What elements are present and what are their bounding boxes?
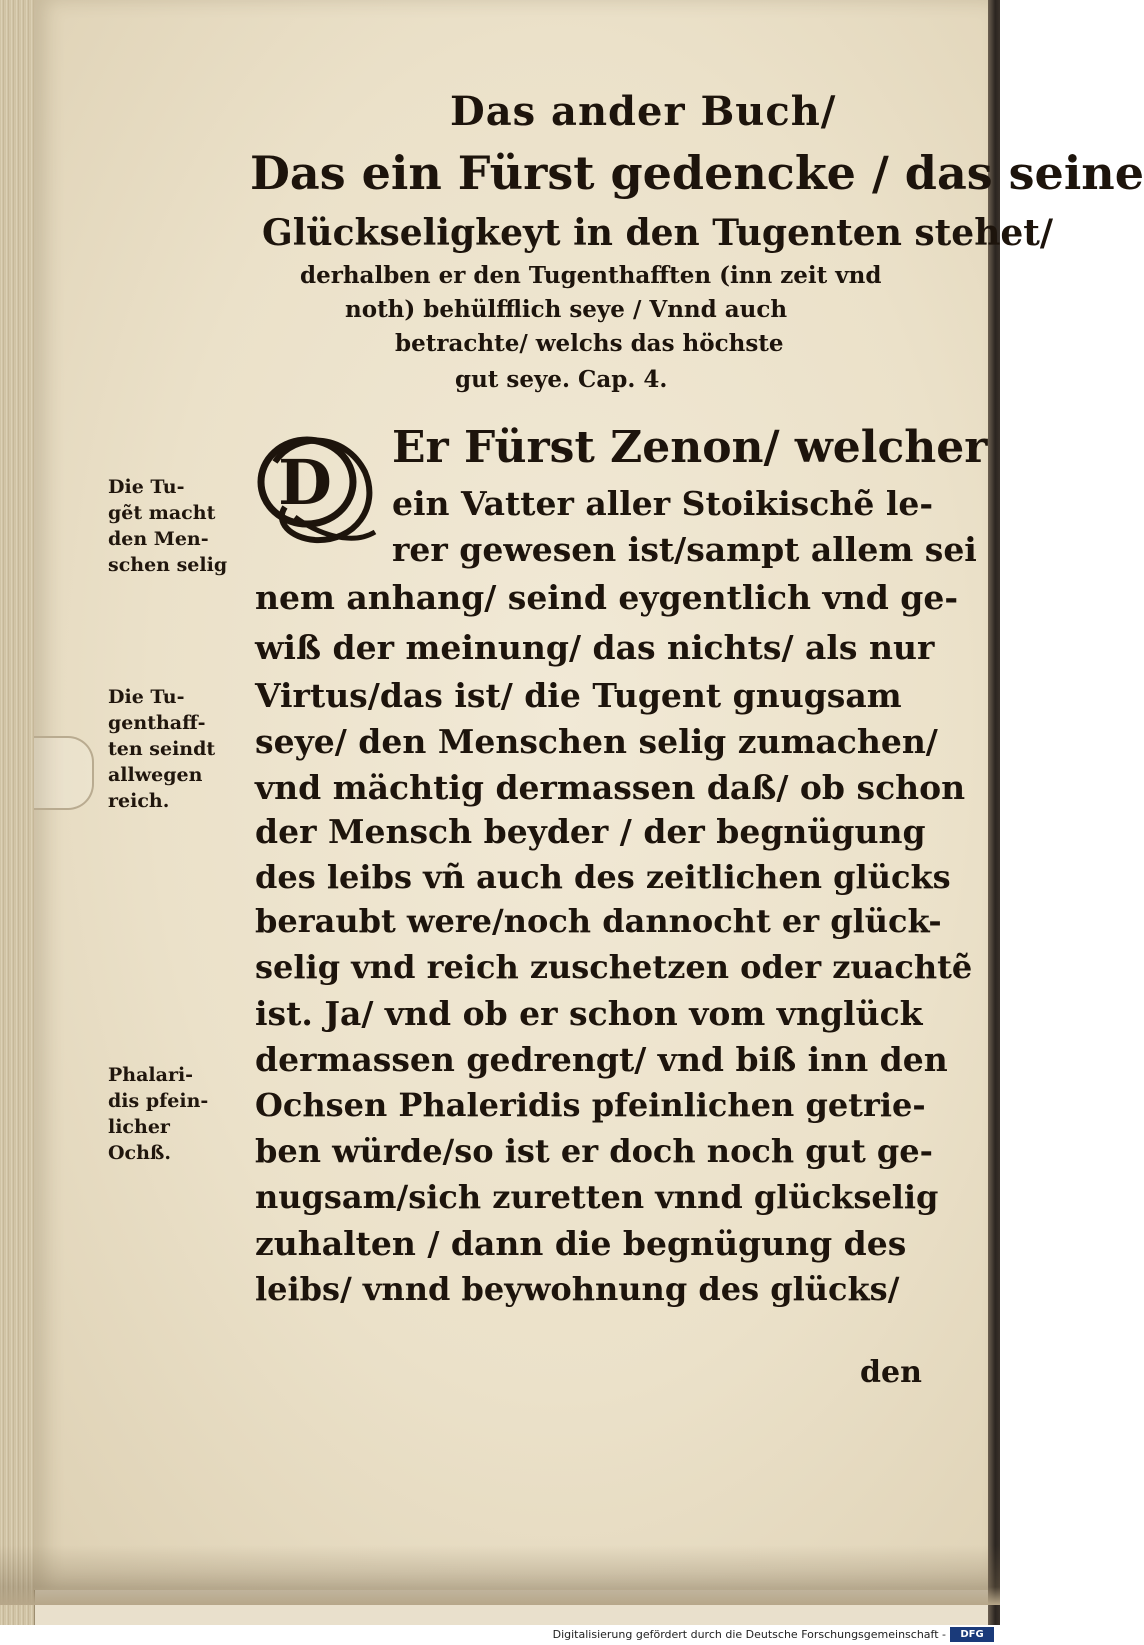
body-line-15: Ochsen Phaleridis pfeinlichen getrie- (255, 1086, 926, 1124)
body-line-4: nem anhang/ seind eygentlich vnd ge- (255, 578, 959, 617)
catchword: den (860, 1355, 922, 1390)
body-line-3: rer gewesen ist/sampt allem sei (392, 530, 977, 569)
book-page-edges (0, 0, 35, 1625)
body-line-10: des leibs vñ auch des zeitlichen glücks (255, 858, 951, 896)
body-line-12: selig vnd reich zuschetzen oder zuachtẽ (255, 948, 973, 986)
body-line-16: ben würde/so ist er doch noch gut ge- (255, 1132, 933, 1170)
drop-cap-letter: D (278, 446, 332, 519)
body-line-7: seye/ den Menschen selig zumachen/ (255, 722, 938, 761)
chapter-heading-line-6: gut seye. Cap. 4. (455, 366, 668, 393)
running-head: Das ander Buch/ (450, 88, 837, 135)
body-line-9: der Mensch beyder / der begnügung (255, 812, 926, 851)
body-line-6: Virtus/das ist/ die Tugent gnugsam (255, 676, 902, 715)
marginal-note-3: Phalari- dis pfein- licher Ochß. (108, 1064, 209, 1164)
digitization-footer (0, 1625, 1000, 1645)
drop-cap-initial (255, 422, 383, 554)
body-line-2: ein Vatter aller Stoikischẽ le- (392, 484, 934, 523)
body-line-17: nugsam/sich zuretten vnnd glückselig (255, 1178, 939, 1216)
body-line-18: zuhalten / dann die begnügung des (255, 1224, 907, 1263)
marginal-note-2: Die Tu- genthaff- ten seindt allwegen reich. (108, 686, 216, 812)
footer-credit: Digitalisierung gefördert durch die Deutsche Forschungsgemeinschaft - (552, 1628, 946, 1641)
body-line-13: ist. Ja/ vnd ob er schon vom vnglück (255, 994, 923, 1033)
body-line-11: beraubt were/noch dannocht er glück- (255, 902, 942, 940)
page-clip (34, 736, 94, 810)
body-line-19: leibs/ vnnd beywohnung des glücks/ (255, 1270, 900, 1308)
body-line-8: vnd mächtig dermassen daß/ ob schon (255, 768, 966, 807)
chapter-heading-line-4: noth) behülfflich seye / Vnnd auch (345, 296, 788, 323)
dfg-logo: DFG (950, 1627, 994, 1642)
chapter-heading-line-5: betrachte/ welchs das höchste (395, 330, 784, 357)
chapter-heading-line-2: Glückseligkeyt in den Tugenten stehet/ (262, 212, 1054, 254)
page-bottom-shadow (0, 1545, 1000, 1605)
chapter-heading-line-1: Das ein Fürst gedencke / das seine (250, 146, 1144, 200)
body-line-14: dermassen gedrengt/ vnd biß inn den (255, 1040, 948, 1079)
marginal-note-1: Die Tu- gẽt macht den Men- schen selig (108, 476, 228, 576)
body-line-5: wiß der meinung/ das nichts/ als nur (255, 628, 935, 667)
chapter-heading-line-3: derhalben er den Tugenthafften (inn zeit vnd (300, 262, 882, 289)
body-line-1: Er Fürst Zenon/ welcher (392, 422, 988, 473)
